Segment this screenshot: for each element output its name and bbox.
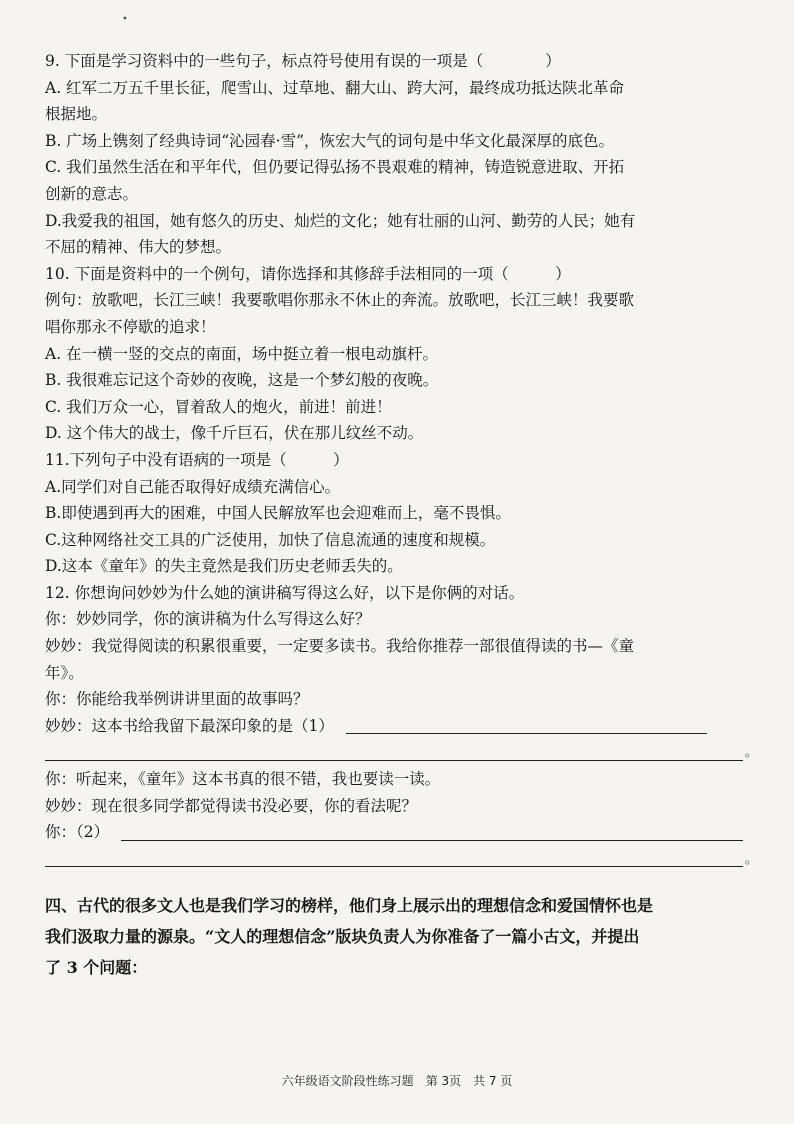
question-9-stem: 9. 下面是学习资料中的一些句子，标点符号使用有误的一项是（ ） [45,52,561,70]
dialogue-line-2: 妙妙：我觉得阅读的积累很重要，一定要多读书。我给你推荐一部很值得读的书—《童 [45,637,635,656]
question-12-stem: 12. 你想询问妙妙为什么她的演讲稿写得这么好，以下是你俩的对话。 [45,583,525,602]
question-10-stem: 10. 下面是资料中的一个例句，请你选择和其修辞手法相同的一项（ ） [45,264,571,283]
section-4-line-1: 四、古代的很多文人也是我们学习的榜样，他们身上展示出的理想信念和爱国情怀也是 [45,896,654,916]
question-9-option-c-cont: 创新的意志。 [45,184,139,203]
dialogue-line-4-text: 妙妙：这本书给我留下最深印象的是（1） [45,716,334,735]
question-11-option-d: D.这本《童年》的失主竟然是我们历史老师丢失的。 [45,557,403,576]
exam-content [45,48,757,983]
dialogue-line-1: 你：妙妙同学，你的演讲稿为什么写得这么好？ [45,610,371,629]
answer-blank-2-end: 。 [744,851,757,866]
question-11-option-c: C.这种网络社交工具的广泛使用，加快了信息流通的速度和规模。 [45,530,496,549]
answer-blank-2-cont-row [45,846,757,873]
dialogue-line-4 [45,713,757,740]
answer-blank-2[interactable] [121,823,743,841]
question-10-option-d: D. 这个伟大的战士，像千斤巨石，伏在那儿纹丝不动。 [45,424,424,443]
dialogue-line-5: 你：听起来，《童年》这本书真的很不错，我也要读一读。 [45,770,441,789]
question-9-option-a-cont: 根据地。 [45,105,108,124]
answer-blank-1-cont[interactable] [45,743,743,761]
question-10 [45,261,757,447]
answer-blank-2-cont[interactable] [45,849,743,867]
question-9-option-c: C. 我们虽然生活在和平年代，但仍要记得弘扬不畏艰难的精神，铸造锐意进取、开拓 [45,158,625,177]
section-4-line-3: 了 3 个问题： [45,958,148,978]
question-10-option-c: C. 我们万众一心，冒着敌人的炮火，前进！前进！ [45,397,392,416]
question-9-option-d: D.我爱我的祖国，她有悠久的历史、灿烂的文化；她有壮丽的山河、勤劳的人民；她有 [45,211,636,230]
question-11 [45,447,757,580]
question-9-option-a: A. 红军二万五千里长征，爬雪山、过草地、翻大山、跨大河，最终成功抵达陕北革命 [45,78,625,97]
question-9-option-d-cont: 不屈的精神、伟大的梦想。 [45,238,232,257]
question-12 [45,580,757,873]
dialogue-line-2-cont: 年》。 [45,663,84,682]
question-10-option-b: B. 我很难忘记这个奇妙的夜晚，这是一个梦幻般的夜晚。 [45,371,439,390]
section-4-intro [45,890,757,983]
section-4-line-2: 我们汲取力量的源泉。“文人的理想信念”版块负责人为你准备了一篇小古文，并提出 [45,927,640,947]
question-9-option-b: B. 广场上镌刻了经典诗词“沁园春·雪”，恢宏大气的词句是中华文化最深厚的底色。 [45,131,615,150]
question-11-stem: 11.下列句子中没有语病的一项是（ ） [45,450,349,469]
question-10-example-cont: 唱你那永不停歇的追求！ [45,317,216,336]
question-10-option-a: A. 在一横一竖的交点的南面，场中挺立着一根电动旗杆。 [45,344,439,363]
scan-dot: • [122,14,128,25]
page-footer: 六年级语文阶段性练习题 第 3页 共 7 页 [281,1074,513,1088]
dialogue-line-3: 你：你能给我举例讲讲里面的故事吗？ [45,690,309,709]
question-9 [45,48,757,261]
dialogue-line-7 [45,819,757,846]
question-10-example: 例句：放歌吧，长江三峡！我要歌唱你那永不休止的奔流。放歌吧，长江三峡！我要歌 [45,291,635,310]
answer-blank-1-cont-row [45,739,757,766]
answer-blank-1-end: 。 [744,745,757,760]
answer-blank-1[interactable] [346,716,707,734]
question-11-option-a: A.同学们对自己能否取得好成绩充满信心。 [45,477,341,496]
question-11-option-b: B.即使遇到再大的困难，中国人民解放军也会迎难而上，毫不畏惧。 [45,504,511,523]
dialogue-line-6: 妙妙：现在很多同学都觉得读书没必要，你的看法呢？ [45,796,418,815]
dialogue-line-7-text: 你：（2） [45,823,110,842]
